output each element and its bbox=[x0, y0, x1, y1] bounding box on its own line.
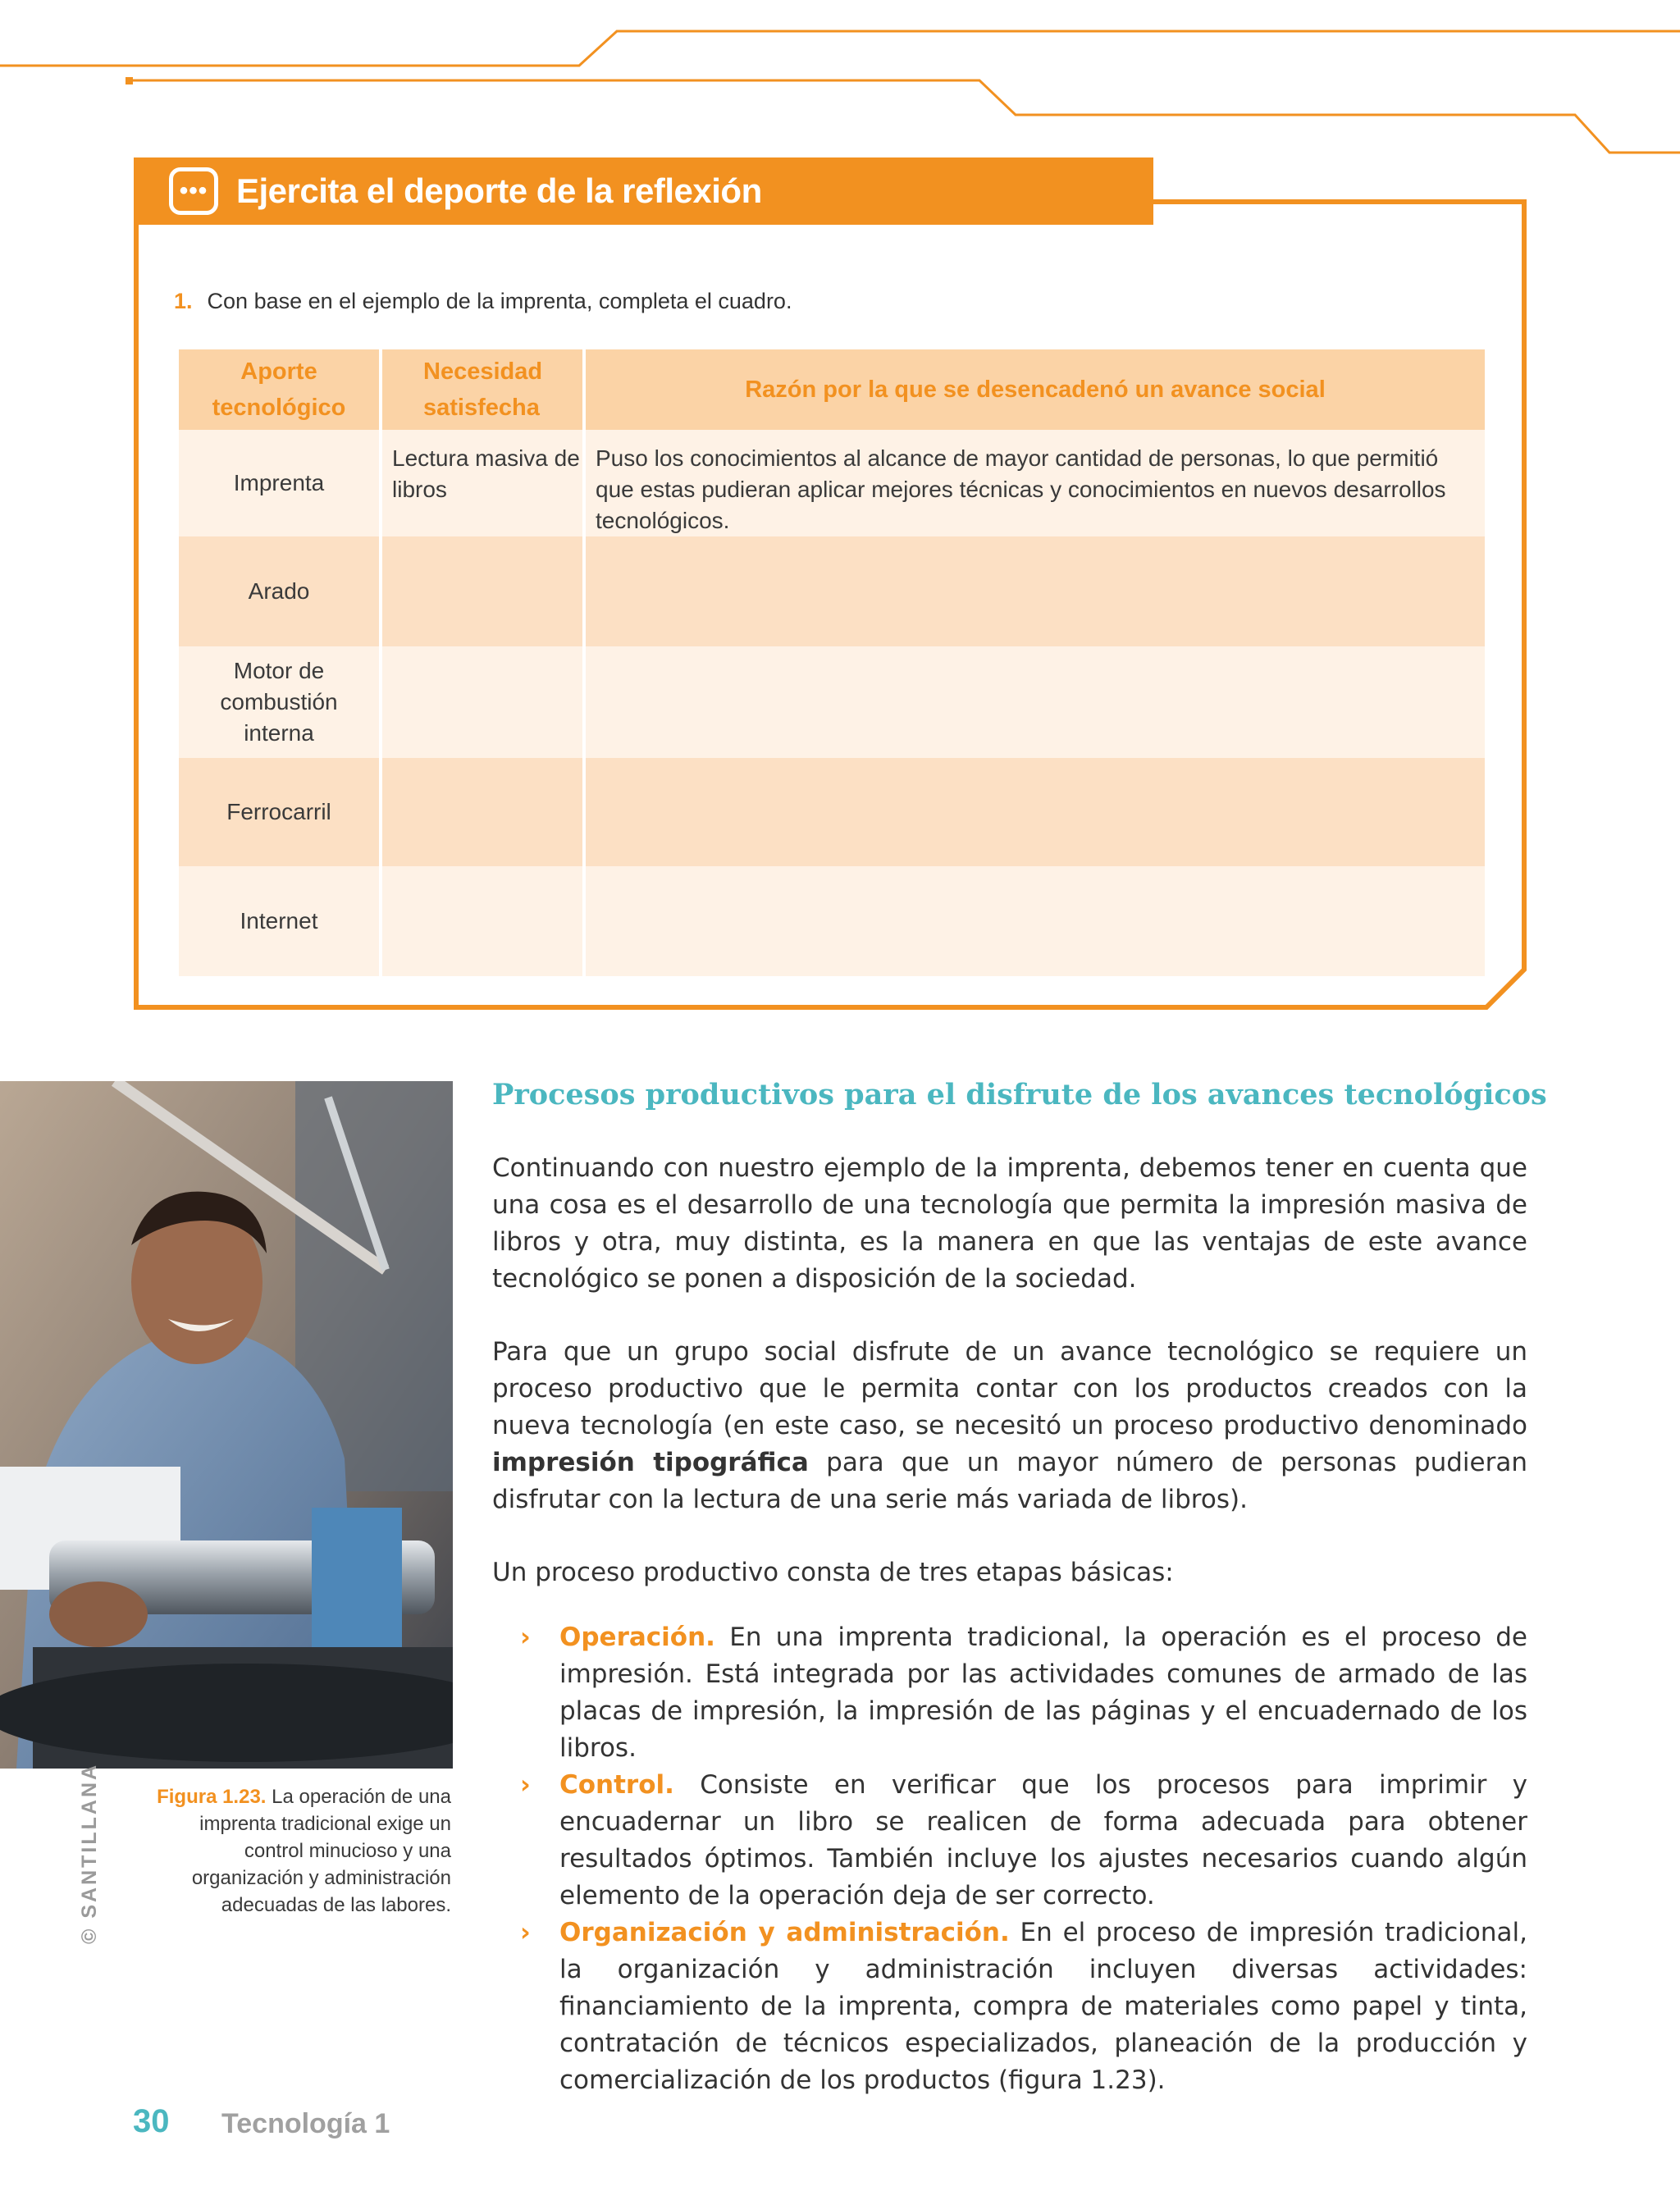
section-title: Procesos productivos para el disfrute de los avances tecnológicos bbox=[492, 1078, 1547, 1111]
table-row bbox=[179, 866, 1485, 976]
answer-cell[interactable] bbox=[586, 866, 1485, 976]
table-cell: Motor de combustión interna bbox=[179, 646, 379, 758]
list-item bbox=[492, 1915, 1527, 2099]
answer-cell[interactable] bbox=[382, 866, 582, 976]
answer-cell[interactable] bbox=[382, 536, 582, 646]
list-text: En el proceso de impresión tradicional, la organización y administración incluyen diversas actividades: financiamiento de la imprenta, compra de materiales como papel y tinta, contratación de técnicos especializados, planeación de la producción y comercialización de los productos (figura 1.23). bbox=[559, 1918, 1527, 2095]
question-number: 1. bbox=[174, 289, 193, 313]
paragraph: Continuando con nuestro ejemplo de la imprenta, debemos tener en cuenta que una cosa es el desarrollo de una tecnología que permita la impresión masiva de libros y otra, muy distinta, es la manera en que las ventajas de este avance tecnológico se ponen a disposición de la sociedad. bbox=[492, 1153, 1527, 1294]
exercise-title: Ejercita el deporte de la reflexión bbox=[236, 171, 762, 210]
figure-label: Figura 1.23. bbox=[157, 1786, 267, 1808]
paragraph: Un proceso productivo consta de tres etapas básicas: bbox=[492, 1558, 1174, 1587]
chevron-right-icon: › bbox=[520, 1918, 531, 1947]
answer-cell[interactable] bbox=[586, 758, 1485, 866]
list-term: Control. bbox=[559, 1770, 674, 1800]
table-cell: Ferrocarril bbox=[179, 758, 379, 866]
list-item bbox=[492, 1619, 1527, 1767]
answer-cell[interactable] bbox=[382, 646, 582, 758]
table-cell: Internet bbox=[179, 866, 379, 976]
list-text: Consiste en verificar que los procesos para imprimir y encuadernar un libro se realicen de forma adecuada para obtener resultados óptimos. También incluye los ajustes necesarios cuando algún elemento de la operación deja de ser correcto. bbox=[559, 1770, 1527, 1910]
answer-cell[interactable] bbox=[586, 646, 1485, 758]
page-number: 30 bbox=[133, 2103, 170, 2139]
bold-term: impresión tipográfica bbox=[492, 1448, 809, 1477]
list-text: En una imprenta tradicional, la operación es el proceso de impresión. Está integrada por las actividades comunes de armado de las placas de impresión, la impresión de las páginas y el encuadernado de los libros. bbox=[559, 1623, 1527, 1763]
paragraph-text: Para que un grupo social disfrute de un avance tecnológico se requiere un proceso productivo que le permita contar con los productos creados con la nueva tecnología (en este caso, se necesitó un proceso productivo denominado bbox=[492, 1337, 1527, 1440]
table-row bbox=[179, 430, 1485, 536]
table-cell: Imprenta bbox=[179, 430, 379, 536]
table-row bbox=[179, 536, 1485, 646]
table-header: Necesidad satisfecha bbox=[382, 349, 582, 430]
chevron-right-icon: › bbox=[520, 1770, 531, 1800]
section-body bbox=[492, 1150, 1527, 2099]
table-cell: Arado bbox=[179, 536, 379, 646]
paragraph bbox=[492, 1334, 1527, 1518]
question-text: Con base en el ejemplo de la imprenta, completa el cuadro. bbox=[207, 289, 792, 313]
stage-list bbox=[492, 1619, 1527, 2099]
table-row bbox=[179, 758, 1485, 866]
answer-cell[interactable] bbox=[382, 758, 582, 866]
dots-icon: ••• bbox=[169, 167, 218, 215]
exercise-header bbox=[136, 157, 1150, 225]
table-header: Razón por la que se desencadenó un avance social bbox=[586, 349, 1485, 430]
photo-illustration bbox=[0, 1081, 453, 1769]
list-term: Operación. bbox=[559, 1623, 715, 1652]
list-item bbox=[492, 1767, 1527, 1915]
list-term: Organización y administración. bbox=[559, 1918, 1010, 1947]
table-cell: Lectura masiva de libros bbox=[382, 430, 582, 536]
figure-caption-text: La operación de una imprenta tradicional exige un control minucioso y una organización y administración adecuadas de las labores. bbox=[191, 1786, 451, 1916]
top-decoration bbox=[0, 0, 1680, 164]
book-name: Tecnología 1 bbox=[221, 2108, 390, 2139]
exercise-table bbox=[176, 349, 1488, 976]
table-cell: Puso los conocimientos al alcance de mayor cantidad de personas, lo que permitió que estas pudieran aplicar mejores técnicas y conocimientos en nuevos desarrollos tecnológicos. bbox=[586, 430, 1485, 536]
chevron-right-icon: › bbox=[520, 1623, 531, 1652]
copyright-notice: © SANTILLANA bbox=[78, 1762, 101, 1944]
table-row bbox=[179, 646, 1485, 758]
figure-caption bbox=[148, 1783, 451, 1919]
paragraph-text: para que un mayor número de personas pudieran disfrutar con la lectura de una serie más variada de libros). bbox=[492, 1448, 1527, 1514]
table-header: Aporte tecnológico bbox=[179, 349, 379, 430]
question bbox=[174, 289, 792, 314]
worker-photo bbox=[0, 1081, 453, 1769]
answer-cell[interactable] bbox=[586, 536, 1485, 646]
